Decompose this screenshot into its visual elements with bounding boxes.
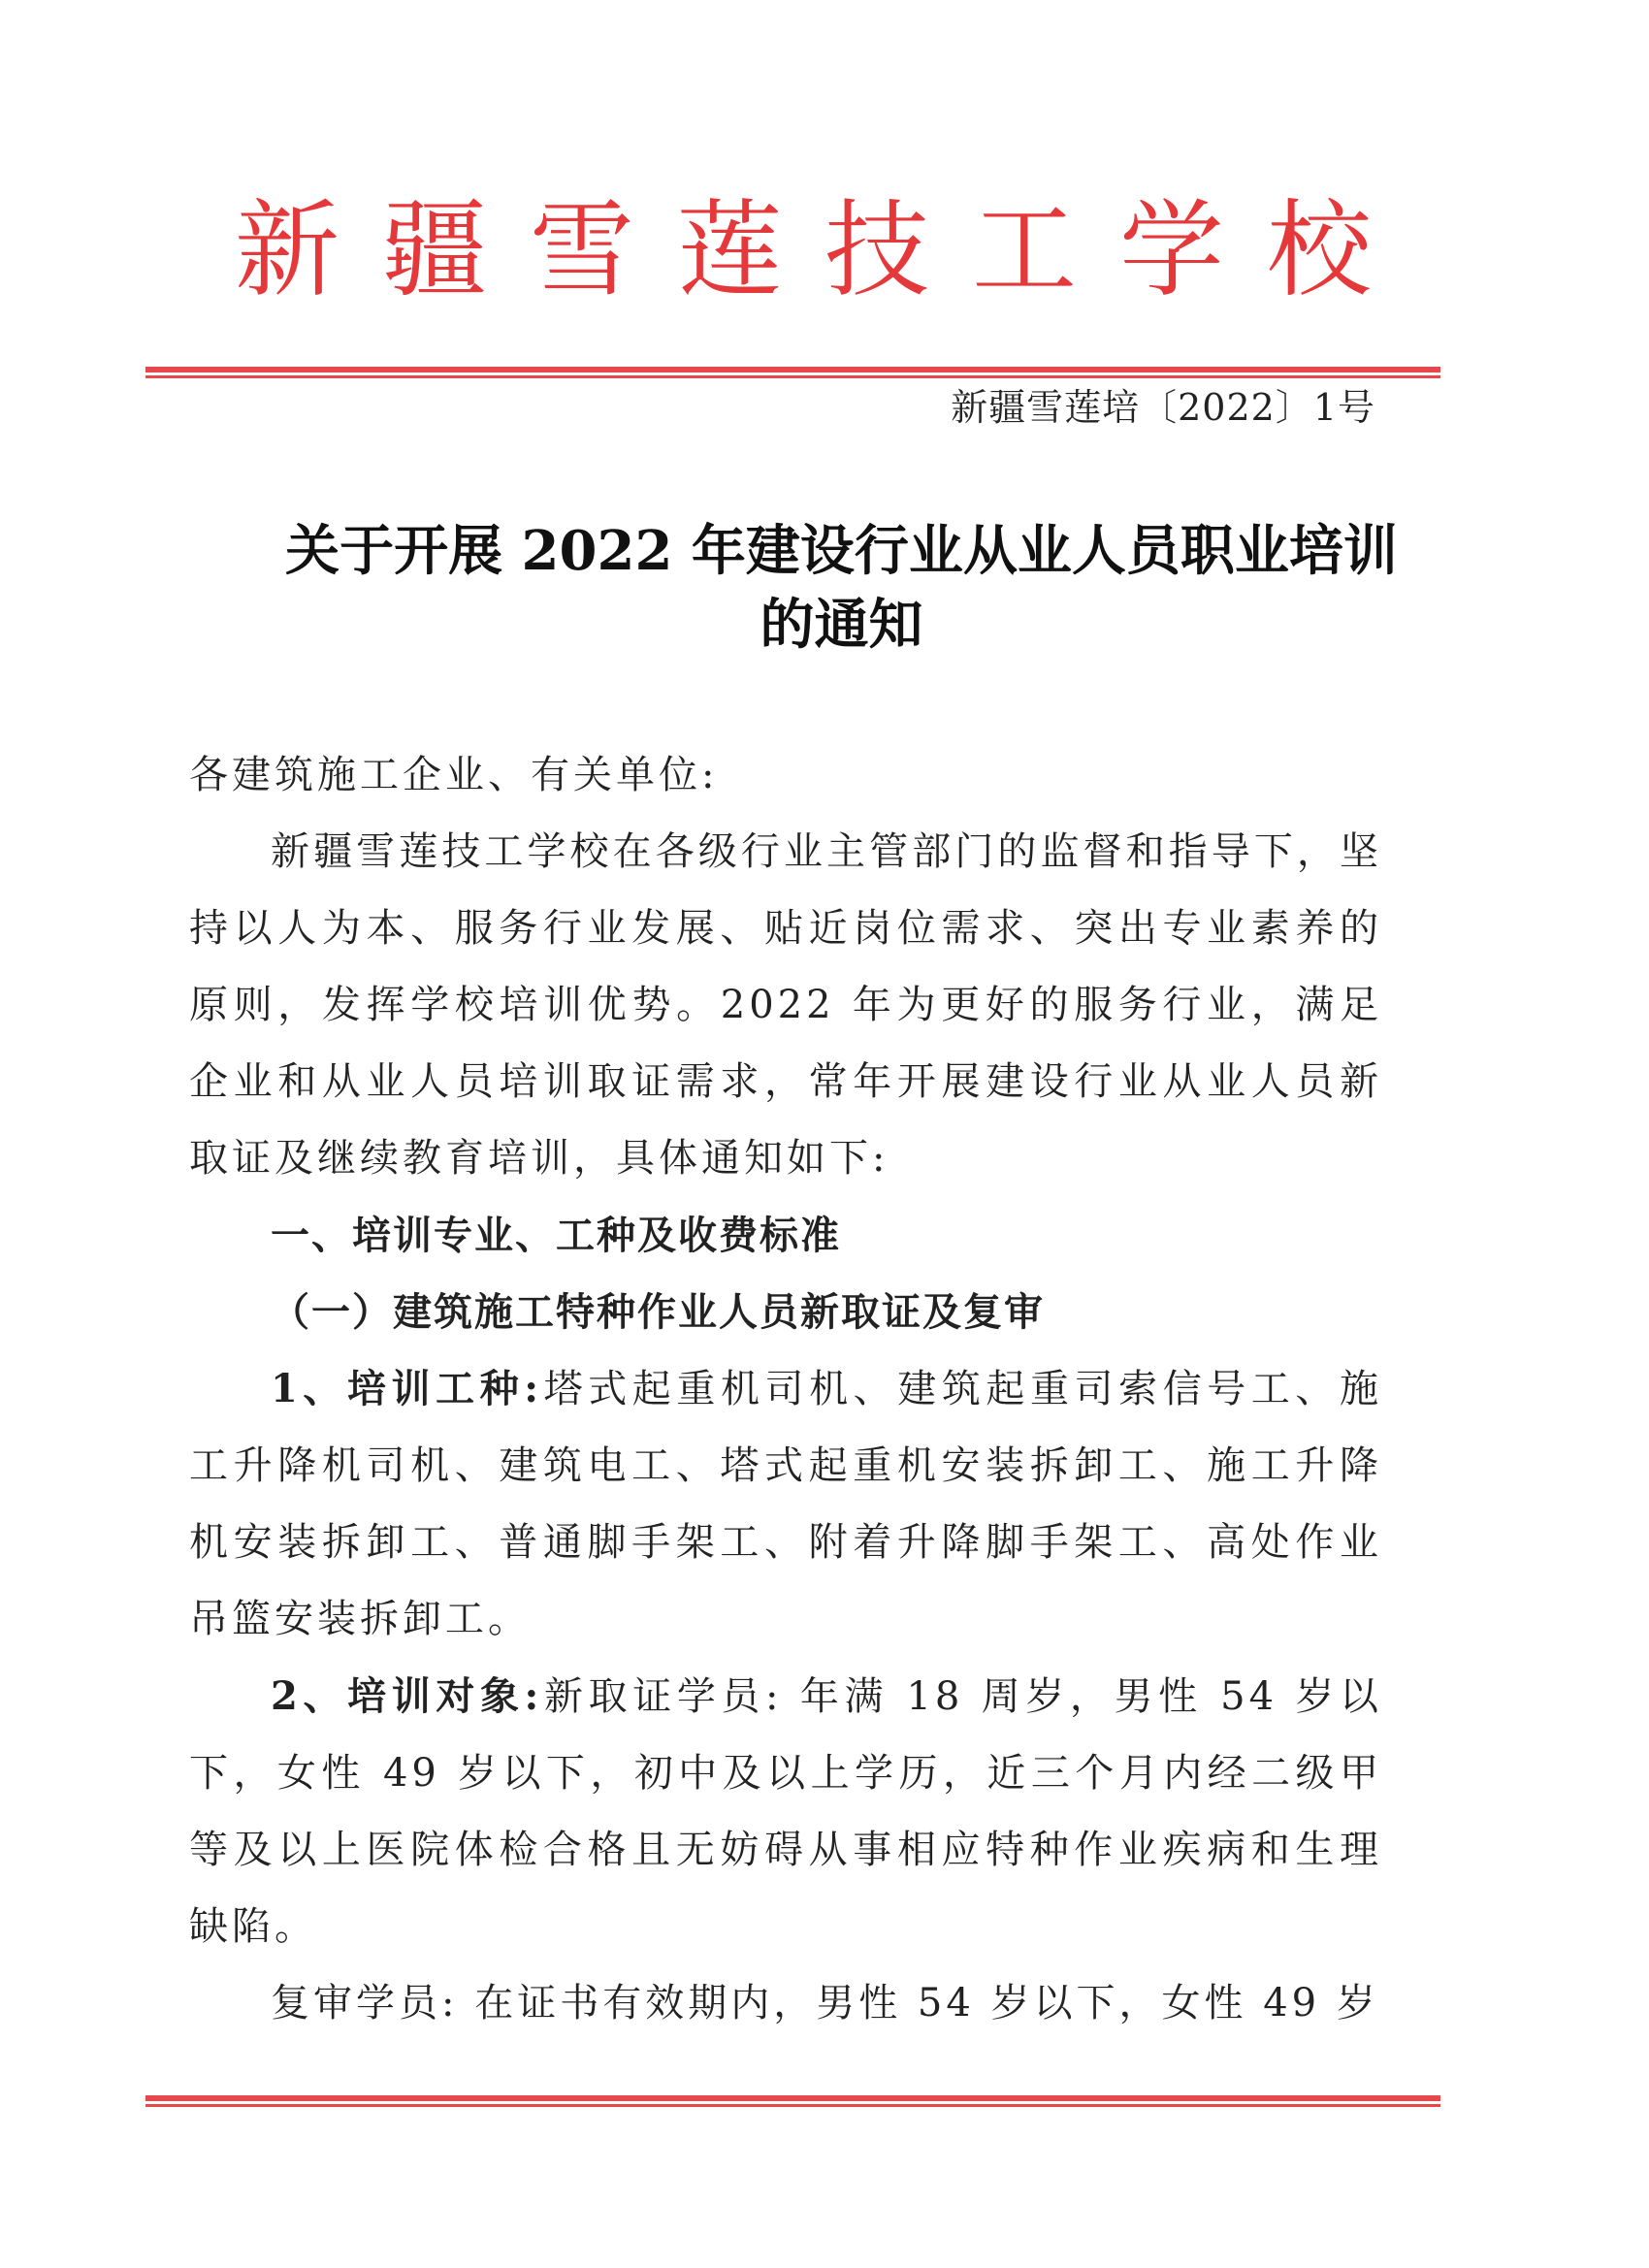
document-number: 新疆雪莲培〔2022〕1号 — [951, 386, 1375, 429]
footer-thin-line — [146, 2104, 1440, 2107]
document-title-line-1: 关于开展 2022 年建设行业从业人员职业培训 — [285, 519, 1398, 583]
item-2-paragraph — [189, 1658, 1382, 1965]
letterhead-school-name: 新疆雪莲技工学校 — [234, 190, 1414, 311]
item-2-label: 2、培训对象: — [271, 1673, 543, 1719]
divider-thin-line — [146, 375, 1440, 378]
footer-thick-line — [146, 2095, 1440, 2101]
divider-thick-line — [146, 367, 1440, 373]
document-title — [146, 514, 1537, 662]
subsection-1-heading: （一）建筑施工特种作业人员新取证及复审 — [271, 1289, 1045, 1335]
footer-divider — [146, 2095, 1440, 2107]
section-1-heading: 一、培训专业、工种及收费标准 — [271, 1213, 841, 1258]
item-2-text: 新取证学员: 年满 18 周岁，男性 54 岁以下，女性 49 岁以下，初中及以上学历，近三个月内经二级甲等及以上医院体检合格且无妨碍从事相应特种作业疾病和生理缺陷。 — [189, 1674, 1382, 1949]
item-1-label: 1、培训工种: — [271, 1366, 543, 1411]
intro-paragraph: 新疆雪莲技工学校在各级行业主管部门的监督和指导下，坚持以人为本、服务行业发展、贴近岗位需求、突出专业素养的原则，发挥学校培训优势。2022 年为更好的服务行业，满足企业和从业人员培训取证需求，常年开展建设行业从业人员新取证及继续教育培训，具体通知如下: — [189, 829, 1382, 1181]
document-body — [189, 737, 1382, 2042]
item-1-paragraph — [189, 1350, 1382, 1658]
document-title-line-2: 的通知 — [760, 593, 923, 657]
salutation: 各建筑施工企业、有关单位: — [189, 753, 719, 797]
letterhead-divider — [146, 367, 1440, 378]
review-paragraph: 复审学员: 在证书有效期内，男性 54 岁以下，女性 49 岁 — [271, 1981, 1379, 2025]
item-1-text: 塔式起重机司机、建筑起重司索信号工、施工升降机司机、建筑电工、塔式起重机安装拆卸工、施工升降机安装拆卸工、普通脚手架工、附着升降脚手架工、高处作业吊篮安装拆卸工。 — [189, 1367, 1382, 1641]
